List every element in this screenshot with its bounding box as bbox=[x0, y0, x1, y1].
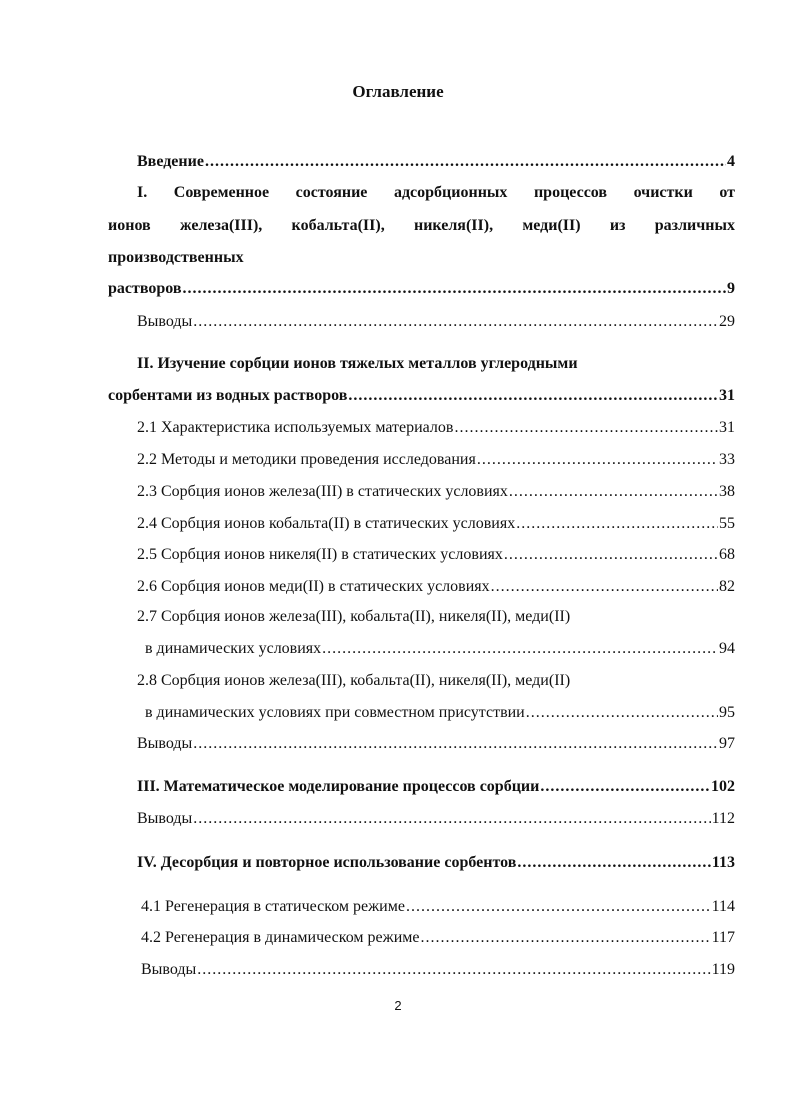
toc-entry-label: 2.2 Методы и методики проведения исследования bbox=[137, 451, 476, 468]
toc-entry-label: Выводы bbox=[141, 961, 197, 978]
toc-entry-page: 55 bbox=[719, 515, 735, 532]
toc-entry-page: 9 bbox=[727, 280, 735, 297]
chapter1-title-line1: I. Современное состояние адсорбционных процессов очистки от bbox=[137, 184, 735, 201]
section-2-8-line1: 2.8 Сорбция ионов железа(III), кобальта(II), никеля(II), меди(II) bbox=[137, 672, 571, 689]
dot-leader bbox=[406, 897, 711, 917]
section-2-7-line1: 2.7 Сорбция ионов железа(III), кобальта(II), никеля(II), меди(II) bbox=[137, 608, 571, 625]
toc-entry-section-2-3 bbox=[137, 482, 735, 502]
toc-entry-section-2-1 bbox=[137, 418, 735, 438]
toc-entry-label: 4.1 Регенерация в статическом режиме bbox=[141, 898, 405, 915]
dot-leader bbox=[540, 777, 710, 797]
dot-leader bbox=[193, 734, 718, 754]
toc-entry-section-4-2 bbox=[141, 928, 735, 948]
toc-entry-section-2-5 bbox=[137, 545, 735, 565]
dot-leader bbox=[526, 703, 718, 723]
toc-entry-chapter4-conclusions bbox=[141, 960, 735, 980]
toc-entry-chapter1-conclusions bbox=[137, 312, 735, 332]
toc-entry-page: 31 bbox=[719, 419, 735, 436]
dot-leader bbox=[183, 279, 726, 299]
toc-entry-label: 2.1 Характеристика используемых материалов bbox=[137, 419, 454, 436]
toc-entry-label: в динамических условиях bbox=[145, 640, 322, 657]
toc-entry-chapter4 bbox=[137, 853, 735, 873]
toc-entry-label: Введение bbox=[137, 153, 204, 170]
dot-leader bbox=[205, 152, 726, 172]
chapter1-title-line3: производственных bbox=[108, 249, 244, 266]
toc-entry-label: Выводы bbox=[137, 735, 193, 752]
dot-leader bbox=[491, 577, 718, 597]
toc-entry-page: 31 bbox=[719, 387, 735, 404]
dot-leader bbox=[509, 482, 718, 502]
toc-entry-page: 94 bbox=[719, 640, 735, 657]
dot-leader bbox=[504, 545, 718, 565]
dot-leader bbox=[322, 639, 718, 659]
dot-leader bbox=[517, 853, 711, 873]
toc-entry-section-2-6 bbox=[137, 577, 735, 597]
dot-leader bbox=[193, 809, 710, 829]
toc-entry-page: 82 bbox=[719, 578, 735, 595]
toc-entry-page: 102 bbox=[711, 778, 735, 795]
toc-entry-label: IV. Десорбция и повторное использование сорбентов bbox=[137, 854, 517, 871]
toc-entry-page: 97 bbox=[719, 735, 735, 752]
toc-entry-label: сорбентами из водных растворов bbox=[108, 387, 348, 404]
toc-entry-page: 29 bbox=[719, 313, 735, 330]
toc-entry-section-2-4 bbox=[137, 514, 735, 534]
toc-entry-label: 2.3 Сорбция ионов железа(III) в статических условиях bbox=[137, 483, 508, 500]
toc-entry-label: 2.6 Сорбция ионов меди(II) в статических условиях bbox=[137, 578, 490, 595]
toc-entry-section-2-7 bbox=[145, 639, 735, 659]
toc-entry-page: 114 bbox=[711, 898, 735, 915]
dot-leader bbox=[193, 312, 718, 332]
chapter1-title-line2: ионов железа(III), кобальта(II), никеля(II), меди(II) из различных bbox=[108, 217, 735, 234]
page-number: 2 bbox=[394, 998, 402, 1013]
toc-entry-intro bbox=[137, 152, 735, 172]
dot-leader bbox=[348, 386, 718, 406]
toc-entry-page: 95 bbox=[719, 704, 735, 721]
toc-entry-chapter3 bbox=[137, 777, 735, 797]
toc-entry-label: 2.4 Сорбция ионов кобальта(II) в статических условиях bbox=[137, 515, 516, 532]
dot-leader bbox=[516, 514, 718, 534]
dot-leader bbox=[420, 928, 710, 948]
toc-entry-label: растворов bbox=[108, 280, 182, 297]
toc-entry-chapter1 bbox=[108, 279, 735, 299]
dot-leader bbox=[454, 418, 718, 438]
toc-entry-section-2-2 bbox=[137, 450, 735, 470]
toc-entry-page: 112 bbox=[711, 810, 735, 827]
toc-entry-label: Выводы bbox=[137, 810, 193, 827]
toc-entry-label: III. Математическое моделирование процессов сорбции bbox=[137, 778, 540, 795]
toc-entry-chapter2 bbox=[108, 386, 735, 406]
dot-leader bbox=[477, 450, 718, 470]
toc-entry-chapter3-conclusions bbox=[137, 809, 735, 829]
dot-leader bbox=[197, 960, 710, 980]
toc-entry-page: 113 bbox=[711, 854, 735, 871]
toc-entry-page: 117 bbox=[711, 929, 735, 946]
toc-entry-page: 119 bbox=[711, 961, 735, 978]
toc-entry-label: Выводы bbox=[137, 313, 193, 330]
toc-entry-page: 68 bbox=[719, 546, 735, 563]
toc-title: Оглавление bbox=[352, 82, 444, 101]
toc-entry-section-2-8 bbox=[145, 703, 735, 723]
chapter2-title-line1: II. Изучение сорбции ионов тяжелых металлов углеродными bbox=[137, 355, 578, 372]
toc-entry-section-4-1 bbox=[141, 897, 735, 917]
toc-entry-page: 4 bbox=[727, 153, 735, 170]
toc-entry-label: в динамических условиях при совместном присутствии bbox=[145, 704, 525, 721]
toc-entry-label: 4.2 Регенерация в динамическом режиме bbox=[141, 929, 420, 946]
toc-entry-page: 33 bbox=[719, 451, 735, 468]
toc-entry-label: 2.5 Сорбция ионов никеля(II) в статических условиях bbox=[137, 546, 503, 563]
toc-entry-page: 38 bbox=[719, 483, 735, 500]
toc-entry-chapter2-conclusions bbox=[137, 734, 735, 754]
